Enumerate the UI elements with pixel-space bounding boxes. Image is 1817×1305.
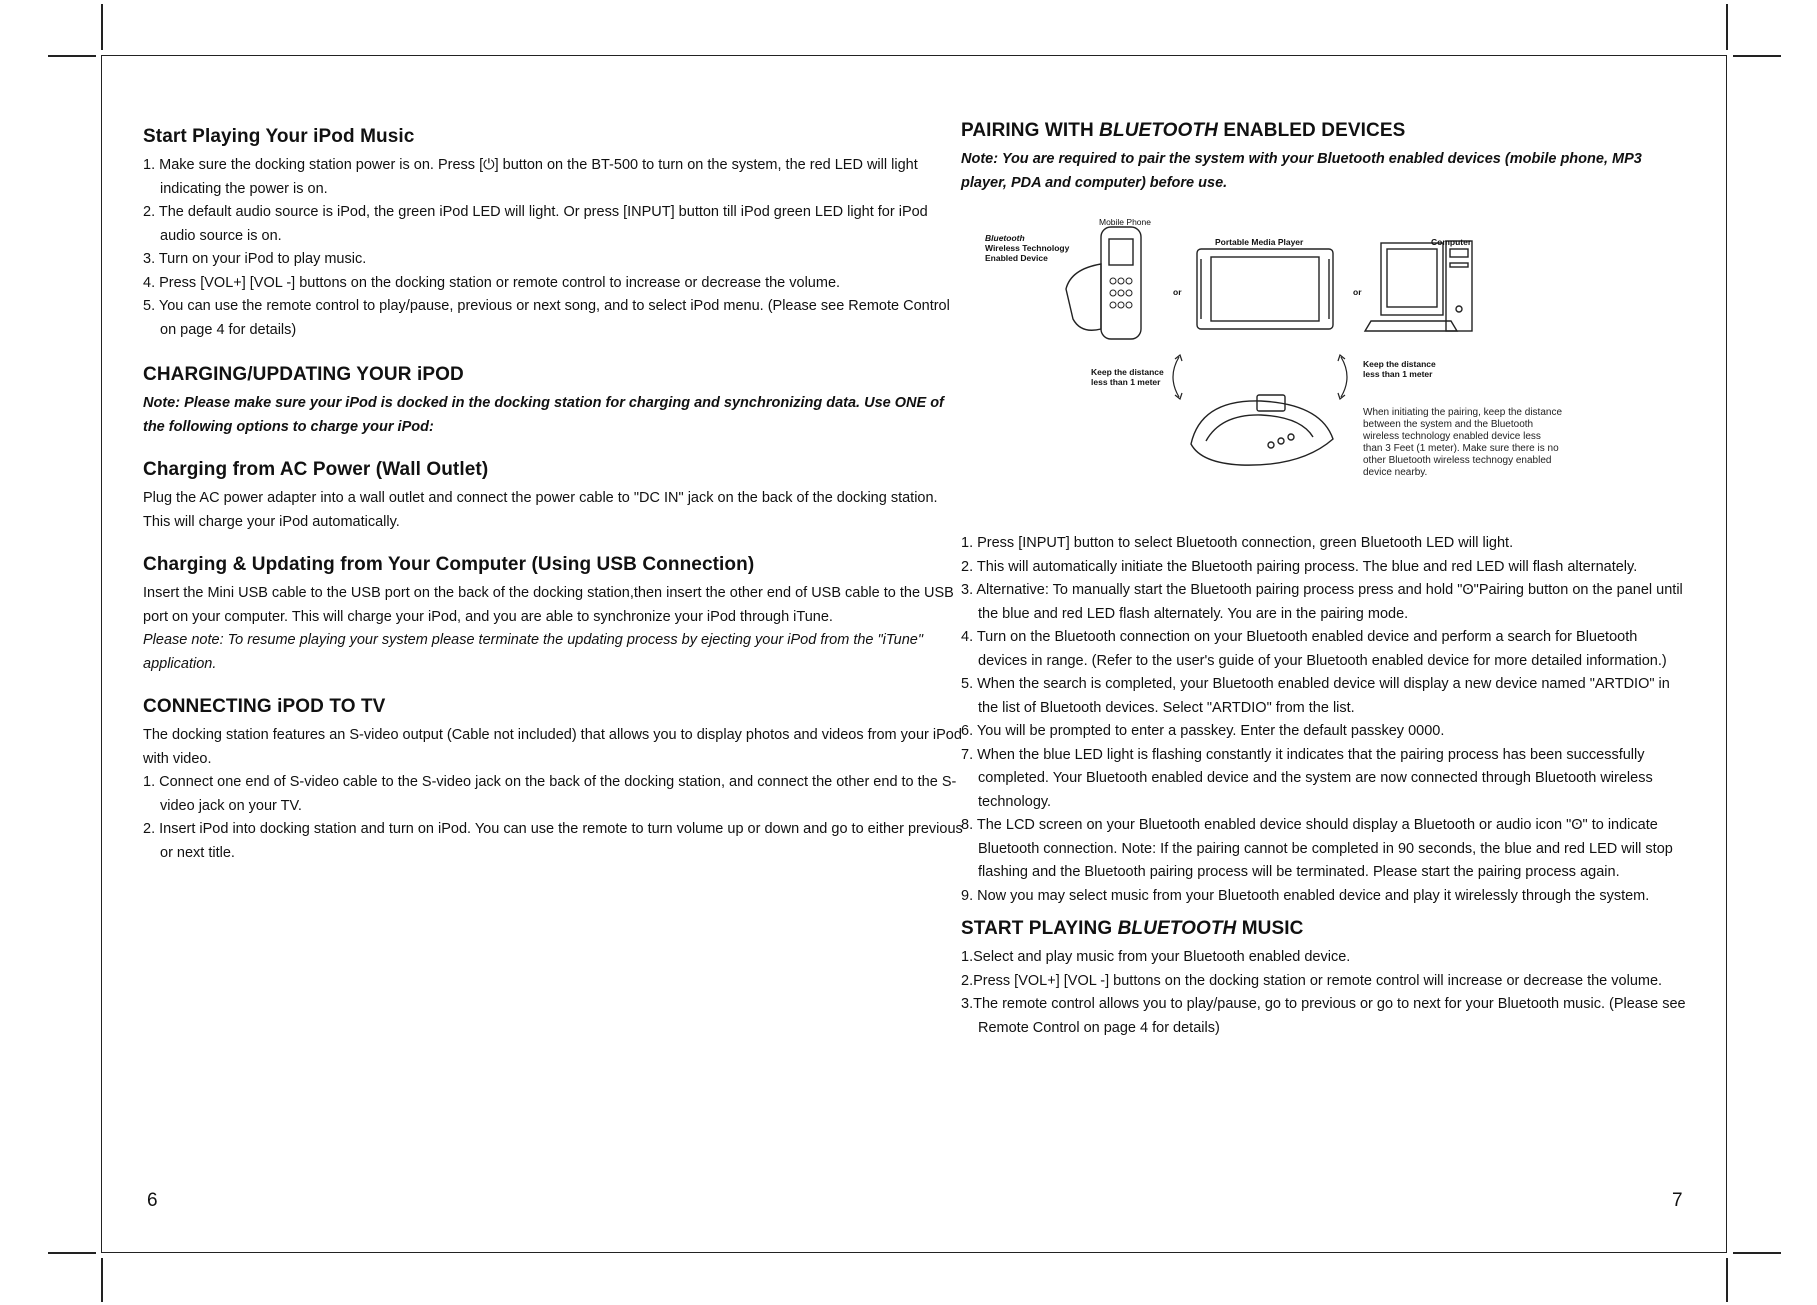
- section-title: CHARGING/UPDATING YOUR iPOD: [143, 364, 464, 385]
- list-item: 9. Now you may select music from your Bluetooth enabled device and play it wirelessly through the system.: [961, 887, 1650, 904]
- diagram-or: or: [1173, 287, 1182, 297]
- list-item: 5. You can use the remote control to play/pause, previous or next song, and to select iPod menu. (Please see Remote Control on page 4 for details): [143, 298, 950, 338]
- diagram-label-distance: Keep the distance less than 1 meter: [1363, 359, 1436, 379]
- section-tv: [143, 696, 963, 865]
- crop-mark: [1726, 4, 1728, 50]
- list-item: 2. Insert iPod into docking station and turn on iPod. You can use the remote to turn volume up or down and go to either previous or next title.: [143, 821, 963, 861]
- section-title: Charging & Updating from Your Computer (Using USB Connection): [143, 554, 755, 575]
- list-item: 4. Press [VOL+] [VOL -] buttons on the docking station or remote control to increase or decrease the volume.: [143, 274, 841, 291]
- section-title: START PLAYING BLUETOOTH MUSIC: [961, 918, 1304, 939]
- mobile-phone-illustration: [1066, 227, 1141, 339]
- left-page: [143, 126, 963, 881]
- section-charging: [143, 364, 963, 439]
- note-text: Please note: To resume playing your system please terminate the updating process by ejecting your iPod from the "iTune" application.: [143, 632, 924, 672]
- section-bluetooth-music: [961, 918, 1686, 1040]
- section-usb: [143, 554, 963, 676]
- crop-mark: [48, 1252, 96, 1254]
- body-text: The docking station features an S-video output (Cable not included) that allows you to display photos and videos from your iPod with video.: [143, 727, 962, 767]
- list-item: 2. This will automatically initiate the Bluetooth pairing process. The blue and red LED will flash alternately.: [961, 558, 1638, 575]
- crop-mark: [1733, 1252, 1781, 1254]
- step-list: [961, 946, 1686, 1040]
- diagram-label-mobile: Mobile Phone: [1099, 217, 1151, 227]
- pairing-steps: [961, 532, 1686, 908]
- list-item: 7. When the blue LED light is flashing constantly it indicates that the pairing process has been successfully completed. Your Bluetooth enabled device and the system are now connected through Bluetooth wireless technology.: [961, 746, 1653, 810]
- docking-station-illustration: [1191, 395, 1333, 465]
- diagram-label-distance: Keep the distance less than 1 meter: [1091, 367, 1164, 387]
- pairing-diagram: [961, 209, 1681, 524]
- list-item: 8. The LCD screen on your Bluetooth enabled device should display a Bluetooth or audio icon "ʘ" to indicate Bluetooth connection. Note: If the pairing cannot be completed in 90 seconds, the blue and red LED will stop flashing and the Bluetooth pairing process will be terminated. Please start the pairing process again.: [961, 817, 1673, 880]
- section-title: CONNECTING iPOD TO TV: [143, 696, 386, 717]
- list-item: 3. Alternative: To manually start the Bluetooth pairing process press and hold "ʘ"Pairing button on the panel until the blue and red LED flash alternately. You are in the pairing mode.: [961, 582, 1683, 622]
- crop-mark: [101, 1258, 103, 1302]
- body-text: Plug the AC power adapter into a wall outlet and connect the power cable to "DC IN" jack on the back of the docking station. This will charge your iPod automatically.: [143, 490, 938, 530]
- page-number-right: 7: [1672, 1190, 1683, 1211]
- diagram-or: or: [1353, 287, 1362, 297]
- page-number-left: 6: [147, 1190, 158, 1211]
- list-item: 2. The default audio source is iPod, the green iPod LED will light. Or press [INPUT] button till iPod green LED light for iPod audio source is on.: [143, 204, 928, 244]
- crop-mark: [101, 4, 103, 50]
- section-title: Start Playing Your iPod Music: [143, 126, 415, 147]
- diagram-label-computer: Computer: [1431, 237, 1472, 247]
- note-text: Note: Please make sure your iPod is docked in the docking station for charging and synchronizing data. Use ONE of the following options to charge your iPod:: [143, 395, 944, 435]
- section-ac-power: [143, 459, 963, 534]
- list-item: 5. When the search is completed, your Bluetooth enabled device will display a new device named "ARTDIO" in the list of Bluetooth devices. Select "ARTDIO" from the list.: [961, 676, 1670, 716]
- section-title: Charging from AC Power (Wall Outlet): [143, 459, 489, 480]
- list-item: 3.The remote control allows you to play/pause, go to previous or go to next for your Bluetooth music. (Please see Remote Control on page 4 for details): [961, 996, 1686, 1036]
- note-text: Note: You are required to pair the system with your Bluetooth enabled devices (mobile phone, MP3 player, PDA and computer) before use.: [961, 151, 1642, 191]
- range-arrows: [1173, 355, 1347, 399]
- list-item: 4. Turn on the Bluetooth connection on your Bluetooth enabled device and perform a search for Bluetooth devices in range. (Refer to the user's guide of your Bluetooth enabled device for more detailed information.): [961, 629, 1667, 669]
- body-text: Insert the Mini USB cable to the USB port on the back of the docking station,then insert the other end of USB cable to the USB port on your computer. This will charge your iPod, and you are able to synchronize your iPod through iTune.: [143, 585, 954, 625]
- list-item: 1.Select and play music from your Bluetooth enabled device.: [961, 949, 1351, 965]
- list-item: 1. Connect one end of S-video cable to the S-video jack on the back of the docking station, and connect the other end to the S-video jack on your TV.: [143, 774, 957, 814]
- section-start-ipod: [143, 126, 963, 342]
- crop-mark: [1726, 1258, 1728, 1302]
- list-item: 2.Press [VOL+] [VOL -] buttons on the docking station or remote control will increase or decrease the volume.: [961, 972, 1663, 989]
- crop-mark: [48, 55, 96, 57]
- list-item: 1. Make sure the docking station power is on. Press [⏻] button on the BT-500 to turn on the system, the red LED will light indicating the power is on.: [143, 157, 918, 197]
- computer-illustration: [1365, 241, 1472, 331]
- section-title: PAIRING WITH BLUETOOTH ENABLED DEVICES: [961, 120, 1406, 141]
- right-page: [961, 120, 1686, 1040]
- diagram-label-device: Bluetooth Wireless Technology Enabled Device: [985, 233, 1070, 263]
- step-list: [143, 771, 963, 865]
- diagram-caption: When initiating the pairing, keep the distance between the system and the Bluetooth wireless technology enabled device less than 3 Feet (1 meter). Make sure there is no other Bluetooth wireless technogy enabled device nearby.: [1363, 407, 1563, 478]
- list-item: 1. Press [INPUT] button to select Bluetooth connection, green Bluetooth LED will light.: [961, 535, 1514, 551]
- media-player-illustration: [1197, 249, 1333, 329]
- list-item: 6. You will be prompted to enter a passkey. Enter the default passkey 0000.: [961, 723, 1445, 739]
- diagram-label-media-player: Portable Media Player: [1215, 237, 1304, 247]
- crop-mark: [1733, 55, 1781, 57]
- list-item: 3. Turn on your iPod to play music.: [143, 251, 367, 267]
- step-list: [143, 154, 963, 342]
